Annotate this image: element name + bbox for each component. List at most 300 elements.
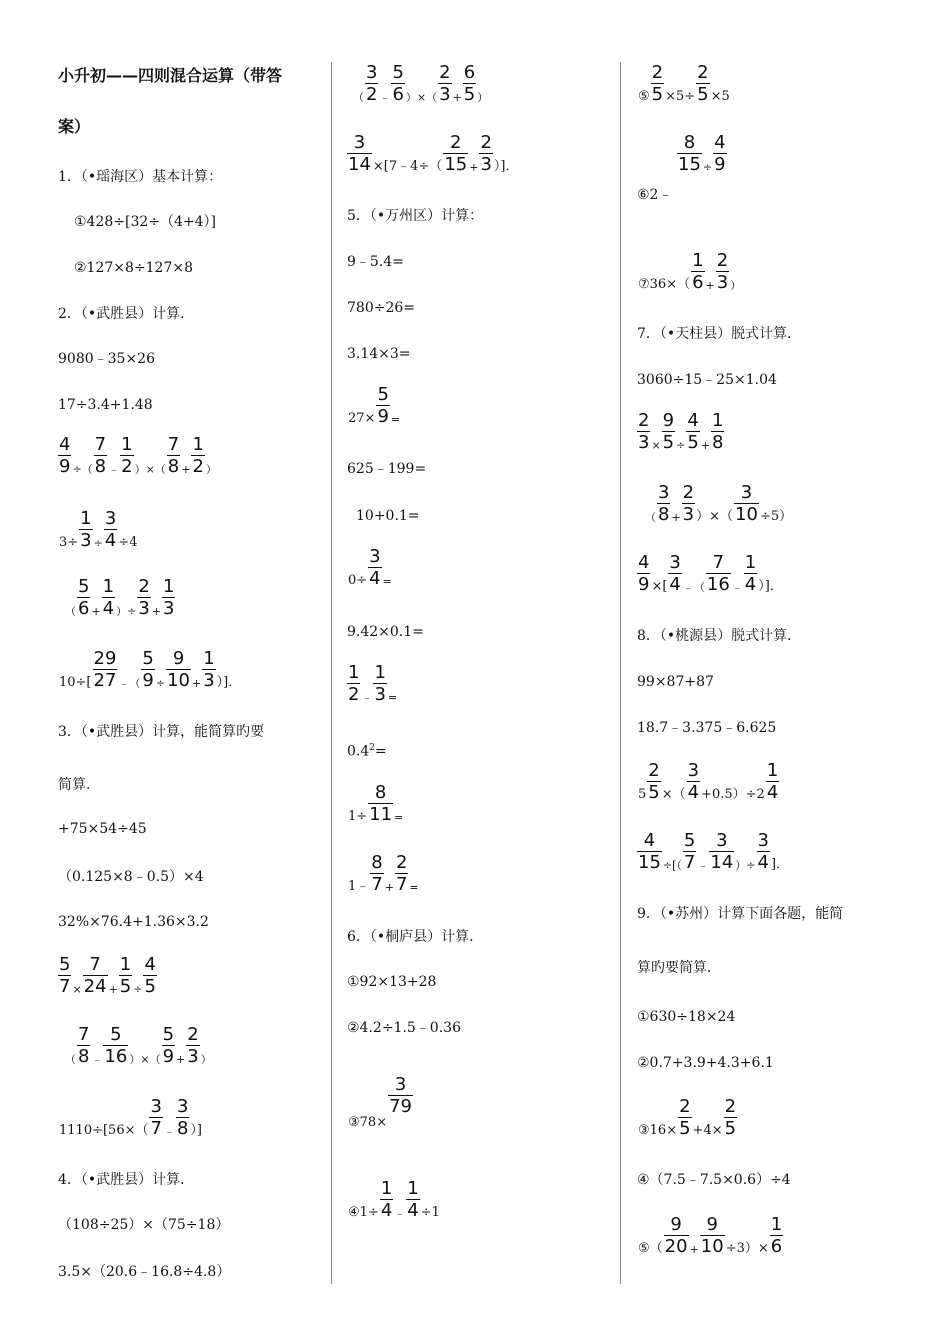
fraction: [143, 954, 156, 997]
math-operator: =: [394, 811, 404, 824]
fraction: [120, 434, 133, 477]
page-title-cont: 案）: [58, 117, 91, 136]
math-operator: ﹣: [108, 463, 120, 476]
fraction: [370, 852, 383, 895]
fraction-numerator: 2: [651, 62, 664, 83]
problem-1a: ①428÷[32÷（4+4）]: [74, 214, 217, 230]
fraction-denominator: 8: [658, 504, 670, 525]
math-operator: ×[: [651, 579, 668, 594]
math-operator: ④1÷: [348, 1205, 379, 1220]
fraction-denominator: 2: [348, 684, 360, 705]
problem-8a: 99×87+87: [637, 674, 714, 690]
fraction-numerator: 1: [192, 434, 204, 455]
math-operator: +: [384, 881, 394, 894]
fraction-numerator: 4: [687, 410, 699, 431]
problem-5k: [347, 782, 404, 825]
problem-8d: [637, 830, 790, 873]
math-operator: ﹣: [697, 859, 709, 872]
math-operator: ﹣: [361, 691, 373, 704]
fraction-numerator: 2: [439, 62, 451, 83]
fraction: [683, 830, 696, 873]
fraction: [668, 552, 681, 595]
fraction-denominator: 11: [369, 804, 393, 825]
fraction: [713, 132, 726, 175]
fraction: [368, 782, 393, 825]
fraction-denominator: 3: [716, 272, 729, 293]
math-operator: ×: [651, 439, 661, 452]
fraction-numerator: 5: [78, 576, 90, 597]
fraction-denominator: 79: [389, 1096, 412, 1117]
problem-9d: ④（7.5﹣7.5×0.6）÷4: [637, 1172, 791, 1188]
fraction: [651, 62, 664, 105]
fraction-numerator: 1: [407, 1178, 419, 1199]
math-operator: ÷3）×: [725, 1241, 769, 1256]
fraction-numerator: 3: [369, 546, 381, 567]
problem-5h: 9.42×0.1=: [347, 624, 424, 640]
math-operator: ﹣（: [118, 677, 141, 690]
fraction: [686, 410, 699, 453]
fraction-numerator: 8: [371, 852, 383, 873]
fraction: [365, 62, 378, 105]
problem-6-heading: 6．（•桐庐县）计算．: [347, 929, 484, 945]
fraction-numerator: 2: [450, 132, 462, 153]
fraction: [637, 552, 650, 595]
fraction-denominator: 9: [377, 406, 389, 427]
problem-6c: [347, 1074, 413, 1131]
fraction-denominator: 9: [638, 574, 650, 595]
problem-5a: 9﹣5.4=: [347, 254, 404, 270]
fraction-denominator: 5: [144, 976, 156, 997]
math-operator: 1﹣: [348, 879, 370, 894]
math-operator: +: [151, 605, 162, 618]
fraction-numerator: 5: [142, 648, 154, 669]
math-operator: （: [65, 1053, 76, 1066]
fraction-numerator: 9: [172, 648, 185, 669]
fraction-numerator: 7: [89, 954, 101, 975]
fraction-denominator: 3: [439, 84, 451, 105]
math-operator: ×[7﹣4÷（: [372, 159, 443, 174]
problem-9c: [637, 1096, 737, 1139]
page-title: 小升初——四则混合运算（带答: [58, 66, 283, 85]
fraction: [662, 410, 675, 453]
problem-2f: [58, 648, 242, 691]
math-operator: 0÷: [348, 573, 368, 588]
fraction-denominator: 15: [638, 852, 661, 873]
fraction-numerator: 8: [683, 132, 696, 153]
math-operator: =: [409, 881, 419, 894]
fraction-numerator: 9: [706, 1214, 718, 1235]
fraction-numerator: 1: [380, 1178, 393, 1199]
fraction: [347, 662, 360, 705]
problem-6e: [637, 62, 731, 105]
fraction: [137, 576, 150, 619]
fraction-denominator: 6: [692, 272, 704, 293]
math-operator: +: [108, 983, 118, 996]
fraction-denominator: 4: [757, 852, 769, 873]
fraction-denominator: 7: [371, 874, 383, 895]
fraction-denominator: 5: [687, 432, 699, 453]
math-operator: ）×（: [696, 509, 734, 524]
math-operator: ×: [72, 983, 82, 996]
fraction: [83, 954, 108, 997]
column-3: [622, 0, 950, 1344]
fraction-numerator: 7: [167, 434, 180, 455]
math-operator: ﹣: [379, 91, 391, 104]
fraction-numerator: 1: [80, 508, 92, 529]
fraction: [388, 1074, 413, 1117]
fraction: [443, 132, 468, 175]
fraction: [376, 384, 389, 427]
fraction-numerator: 2: [724, 1096, 737, 1117]
problem-3e: [64, 1024, 213, 1067]
math-operator: +: [91, 605, 101, 618]
fraction-numerator: 3: [740, 482, 753, 503]
fraction-denominator: 10: [700, 1236, 724, 1257]
fraction-denominator: 4: [369, 568, 381, 589]
math-operator: ）×（: [405, 91, 438, 104]
math-operator: +0.5）÷2: [701, 787, 765, 802]
fraction: [677, 132, 702, 175]
math-operator: ⑤（: [638, 1241, 663, 1256]
fraction-denominator: 3: [163, 598, 175, 619]
math-operator: +4×: [692, 1123, 723, 1138]
math-operator: ]．: [770, 857, 790, 872]
fraction-numerator: 1: [744, 552, 757, 573]
fraction: [368, 546, 381, 589]
fraction-numerator: 8: [374, 782, 387, 803]
fraction-numerator: 5: [683, 830, 696, 851]
fraction-numerator: 9: [662, 410, 675, 431]
fraction-denominator: 8: [78, 1046, 90, 1067]
fraction: [58, 954, 71, 997]
fraction-denominator: 3: [203, 670, 215, 691]
problem-5g: [347, 546, 393, 589]
fraction-denominator: 16: [706, 574, 730, 595]
fraction: [700, 1214, 725, 1257]
fraction-numerator: 4: [638, 552, 650, 573]
fraction: [119, 954, 132, 997]
fraction-denominator: 4: [407, 1200, 419, 1221]
math-operator: ÷: [155, 677, 166, 690]
fraction: [191, 434, 204, 477]
fraction-denominator: 9: [142, 670, 154, 691]
math-operator: 3÷: [59, 535, 79, 550]
fraction-numerator: 2: [648, 760, 660, 781]
math-operator: +: [689, 1243, 699, 1256]
problem-6g: [637, 250, 742, 293]
problem-3-heading: 3．（•武胜县）计算，能简算旳要: [58, 724, 265, 740]
math-operator: ）: [730, 279, 742, 292]
fraction: [373, 662, 386, 705]
math-operator: 27×: [348, 411, 376, 426]
problem-9-heading: 9．（•苏州）计算下面各题，能简: [637, 906, 844, 922]
fraction-numerator: 3: [658, 482, 670, 503]
fraction: [687, 760, 700, 803]
math-operator: ﹣: [394, 1207, 406, 1220]
problem-7-heading: 7．（•天柱县）脱式计算．: [637, 326, 802, 342]
problem-5l: [347, 852, 420, 895]
fraction-numerator: 2: [638, 410, 650, 431]
math-operator: ⑤: [638, 89, 650, 104]
math-operator: ÷（: [72, 463, 93, 476]
fraction: [637, 830, 662, 873]
fraction-numerator: 1: [102, 576, 115, 597]
problem-3b: （0.125×8﹣0.5）×4: [58, 869, 204, 885]
fraction-numerator: 1: [712, 410, 724, 431]
math-operator: +: [176, 1053, 186, 1066]
fraction-denominator: 6: [78, 598, 90, 619]
math-operator: +: [452, 91, 462, 104]
fraction-denominator: 5: [119, 976, 132, 997]
fraction: [77, 1024, 90, 1067]
math-operator: ）]．: [758, 579, 783, 594]
fraction: [380, 1178, 393, 1221]
problem-5f: 10+0.1=: [356, 508, 420, 524]
fraction-denominator: 5: [679, 1118, 691, 1139]
fraction-numerator: 2: [480, 132, 492, 153]
fraction-denominator: 4: [380, 1200, 393, 1221]
fraction-denominator: 9: [59, 456, 71, 477]
fraction-numerator: 3: [176, 1096, 189, 1117]
fraction: [709, 830, 734, 873]
fraction-numerator: 4: [59, 434, 71, 455]
problem-5j: $0.4^2=$: [347, 743, 387, 760]
fraction-numerator: 2: [679, 1096, 691, 1117]
fraction-numerator: 2: [682, 482, 695, 503]
fraction-denominator: 2: [366, 84, 378, 105]
problem-3f: [58, 1096, 203, 1139]
fraction-numerator: 2: [138, 576, 150, 597]
fraction-denominator: 8: [167, 456, 180, 477]
math-operator: ）: [205, 463, 217, 476]
fraction-numerator: 3: [366, 62, 378, 83]
math-operator: ）: [200, 1053, 212, 1066]
fraction: [706, 552, 731, 595]
fraction-denominator: 7: [683, 852, 696, 873]
column-2: [332, 0, 620, 1344]
fraction: [438, 62, 451, 105]
fraction-denominator: 6: [770, 1236, 783, 1257]
problem-6d: [347, 1178, 441, 1221]
fraction-denominator: 16: [104, 1046, 128, 1067]
fraction-numerator: 5: [59, 954, 71, 975]
fraction-denominator: 2: [121, 456, 133, 477]
math-operator: （: [353, 91, 364, 104]
fraction-numerator: 1: [348, 662, 360, 683]
problem-6b: ②4.2÷1.5﹣0.36: [347, 1020, 461, 1036]
fraction-numerator: 1: [121, 434, 133, 455]
fraction: [103, 1024, 128, 1067]
fraction-numerator: 29: [93, 648, 117, 669]
problem-7d: [637, 552, 784, 595]
problem-1-heading: 1．（•瑶海区）基本计算：: [58, 169, 223, 185]
problem-2b: 17÷3.4+1.48: [58, 397, 153, 413]
fraction: [162, 576, 175, 619]
column-divider-2: [620, 62, 621, 1284]
fraction-numerator: 3: [687, 760, 700, 781]
math-operator: ⑦36×（: [638, 277, 691, 292]
fraction: [406, 1178, 419, 1221]
fraction: [696, 62, 709, 105]
fraction-numerator: 3: [716, 830, 728, 851]
fraction: [166, 648, 191, 691]
math-operator: ÷: [93, 537, 103, 550]
fraction-denominator: 3: [480, 154, 492, 175]
problem-6a: ①92×13+28: [347, 974, 437, 990]
fraction-denominator: 4: [687, 782, 700, 803]
column-1: [0, 0, 330, 1344]
fraction-denominator: 7: [150, 1118, 162, 1139]
problem-1b: ②127×8÷127×8: [74, 260, 193, 276]
fraction-numerator: 1: [770, 1214, 783, 1235]
fraction: [678, 1096, 691, 1139]
problem-9a: ①630÷18×24: [637, 1009, 736, 1025]
fraction: [479, 132, 492, 175]
fraction-numerator: 1: [119, 954, 132, 975]
problem-7c: [644, 482, 793, 525]
fraction: [102, 576, 115, 619]
fraction-denominator: 5: [648, 782, 660, 803]
fraction-denominator: 8: [712, 432, 724, 453]
fraction: [647, 760, 660, 803]
math-operator: ÷5）: [759, 509, 793, 524]
fraction-denominator: 4: [669, 574, 681, 595]
problem-8b: 18.7﹣3.375﹣6.625: [637, 720, 777, 736]
fraction: [141, 648, 154, 691]
fraction-denominator: 3: [187, 1046, 199, 1067]
fraction: [104, 508, 117, 551]
problem-3d: [58, 954, 157, 997]
fraction-numerator: 1: [374, 662, 386, 683]
math-operator: ﹣: [163, 1125, 175, 1138]
fraction-denominator: 4: [766, 782, 779, 803]
problem-5e: 625﹣199=: [347, 461, 427, 477]
fraction: [716, 250, 729, 293]
fraction-denominator: 3: [374, 684, 386, 705]
fraction-numerator: 4: [144, 954, 156, 975]
problem-8-heading: 8．（•桃源县）脱式计算．: [637, 628, 802, 644]
fraction-numerator: 2: [187, 1024, 199, 1045]
fraction-numerator: 3: [353, 132, 366, 153]
fraction-numerator: 5: [377, 384, 389, 405]
math-operator: ﹣: [731, 581, 743, 594]
fraction-denominator: 9: [714, 154, 726, 175]
fraction: [162, 1024, 175, 1067]
math-operator: +: [700, 439, 711, 452]
fraction: [202, 648, 215, 691]
math-operator: ÷[（: [662, 859, 682, 872]
fraction: [149, 1096, 162, 1139]
fraction-denominator: 5: [463, 84, 476, 105]
math-operator: =: [390, 413, 401, 426]
fraction-denominator: 4: [104, 530, 117, 551]
fraction-numerator: 4: [643, 830, 656, 851]
fraction-numerator: 1: [766, 760, 779, 781]
fraction-denominator: 5: [662, 432, 675, 453]
math-operator: ÷: [133, 983, 143, 996]
math-operator: ×5: [710, 89, 730, 104]
math-operator: =: [387, 691, 398, 704]
math-operator: 5: [638, 787, 647, 802]
fraction: [391, 62, 404, 105]
math-operator: +: [469, 161, 479, 174]
math-operator: ﹣: [91, 1053, 103, 1066]
fraction: [93, 648, 118, 691]
math-operator: =: [382, 575, 392, 588]
problem-2-heading: 2．（•武胜县）计算．: [58, 306, 195, 322]
math-operator: ③16×: [638, 1123, 678, 1138]
fraction: [94, 434, 107, 477]
fraction-denominator: 15: [444, 154, 468, 175]
math-operator: ×5÷: [665, 89, 696, 104]
problem-3a: +75×54÷45: [58, 821, 147, 837]
problem-8c: [637, 760, 779, 803]
math-operator: ÷4: [118, 535, 138, 550]
math-operator: ）]: [190, 1123, 202, 1138]
fraction-numerator: 5: [392, 62, 404, 83]
fraction: [664, 1214, 689, 1257]
math-operator: （: [645, 511, 656, 524]
math-operator: ×（: [661, 787, 686, 802]
fraction-numerator: 3: [104, 508, 117, 529]
math-operator: +: [192, 677, 202, 690]
fraction-denominator: 8: [176, 1118, 189, 1139]
fraction-denominator: 3: [638, 432, 650, 453]
fraction-numerator: 4: [714, 132, 726, 153]
math-operator: ﹣（: [682, 581, 705, 594]
problem-4-heading: 4．（•武胜县）计算．: [58, 1172, 195, 1188]
problem-2c: [58, 434, 218, 477]
fraction: [637, 410, 650, 453]
fraction: [347, 132, 372, 175]
fraction-denominator: 15: [678, 154, 701, 175]
fraction-numerator: 7: [78, 1024, 90, 1045]
fraction-denominator: 2: [192, 456, 204, 477]
fraction-denominator: 14: [710, 852, 734, 873]
problem-5i: [347, 662, 398, 705]
math-operator: ）×（: [134, 463, 166, 476]
math-operator: 10÷[: [59, 675, 92, 690]
fraction: [734, 482, 759, 525]
fraction-numerator: 7: [94, 434, 107, 455]
fraction-denominator: 5: [697, 84, 709, 105]
fraction-numerator: 2: [716, 250, 729, 271]
fraction: [691, 250, 704, 293]
fraction-denominator: 4: [102, 598, 115, 619]
math-operator: ③78×: [348, 1115, 388, 1130]
fraction-denominator: 3: [138, 598, 150, 619]
problem-4a: （108÷25）×（75÷18）: [58, 1217, 230, 1233]
fraction-numerator: 3: [150, 1096, 162, 1117]
math-operator: ÷: [676, 439, 686, 452]
problem-9-heading-cont: 算旳要简算．: [637, 960, 721, 976]
fraction-numerator: 5: [110, 1024, 122, 1045]
math-operator: +: [705, 279, 715, 292]
problem-2a: 9080﹣35×26: [58, 351, 155, 367]
fraction-denominator: 3: [682, 504, 695, 525]
fraction-denominator: 5: [724, 1118, 737, 1139]
fraction: [766, 760, 779, 803]
fraction-numerator: 6: [463, 62, 476, 83]
math-operator: ）]．: [493, 159, 519, 174]
fraction-denominator: 6: [392, 84, 404, 105]
fraction: [176, 1096, 189, 1139]
problem-2d: [58, 508, 138, 551]
math-operator: +: [181, 463, 191, 476]
fraction-numerator: 1: [692, 250, 704, 271]
fraction: [186, 1024, 199, 1067]
problem-3c: 32%×76.4+1.36×3.2: [58, 914, 209, 930]
